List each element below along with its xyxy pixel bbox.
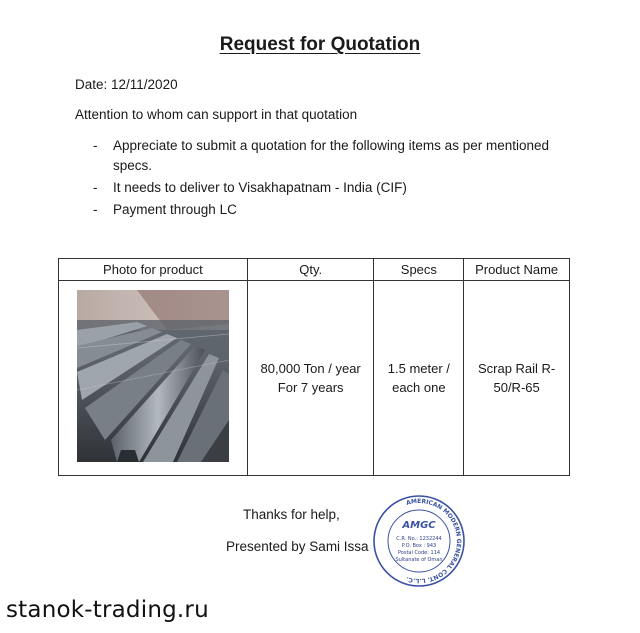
list-item (93, 136, 573, 176)
requirements-list (93, 136, 573, 222)
bullet-text: Appreciate to submit a quotation for the following items as per mentioned specs. (113, 138, 549, 173)
table-row (59, 281, 570, 476)
product-photo (77, 290, 229, 462)
bullet-dash: - (93, 202, 98, 217)
header-specs: Specs (374, 259, 464, 281)
bullet-dash: - (93, 138, 98, 153)
header-photo: Photo for product (59, 259, 248, 281)
specs-cell (374, 281, 464, 476)
table-header-row (59, 259, 570, 281)
document-title: Request for Quotation (219, 34, 421, 55)
stamp-ring-text: AMERICAN MODERN GENERAL CONT. L.L.C. (405, 497, 463, 585)
qty-cell (247, 281, 374, 476)
product-table (58, 258, 570, 476)
list-item (93, 178, 573, 198)
document-date: Date: 12/11/2020 (75, 77, 178, 92)
presented-by: Presented by Sami Issa (226, 539, 369, 554)
product-name-line2: 50/R-65 (493, 380, 540, 395)
header-qty: Qty. (247, 259, 374, 281)
stamp-logo: AMGC (402, 520, 436, 531)
stamp-country: Sultanate of Oman (395, 557, 443, 563)
photo-cell (59, 281, 248, 476)
stamp-postal-code: Postal Code: 114 (397, 550, 441, 556)
specs-length: 1.5 meter / (387, 361, 450, 376)
company-stamp (372, 494, 466, 588)
qty-amount: 80,000 Ton / year (260, 361, 361, 376)
list-item (93, 200, 573, 220)
stamp-cr-number: C.R. No.: 1232244 (396, 536, 442, 542)
attention-line: Attention to whom can support in that quotation (75, 107, 358, 122)
product-name-line1: Scrap Rail R- (477, 361, 556, 376)
bullet-dash: - (93, 180, 98, 195)
product-name-cell (464, 281, 570, 476)
qty-duration: For 7 years (277, 380, 344, 395)
specs-unit: each one (392, 380, 446, 395)
thanks-text: Thanks for help, (243, 507, 340, 522)
bullet-text: It needs to deliver to Visakhapatnam - India (CIF) (113, 180, 407, 195)
bullet-text: Payment through LC (113, 202, 237, 217)
header-product-name: Product Name (464, 259, 570, 281)
site-watermark: stanok-trading.ru (6, 597, 209, 623)
stamp-po-box: P.O. Box : 943 (401, 543, 437, 549)
